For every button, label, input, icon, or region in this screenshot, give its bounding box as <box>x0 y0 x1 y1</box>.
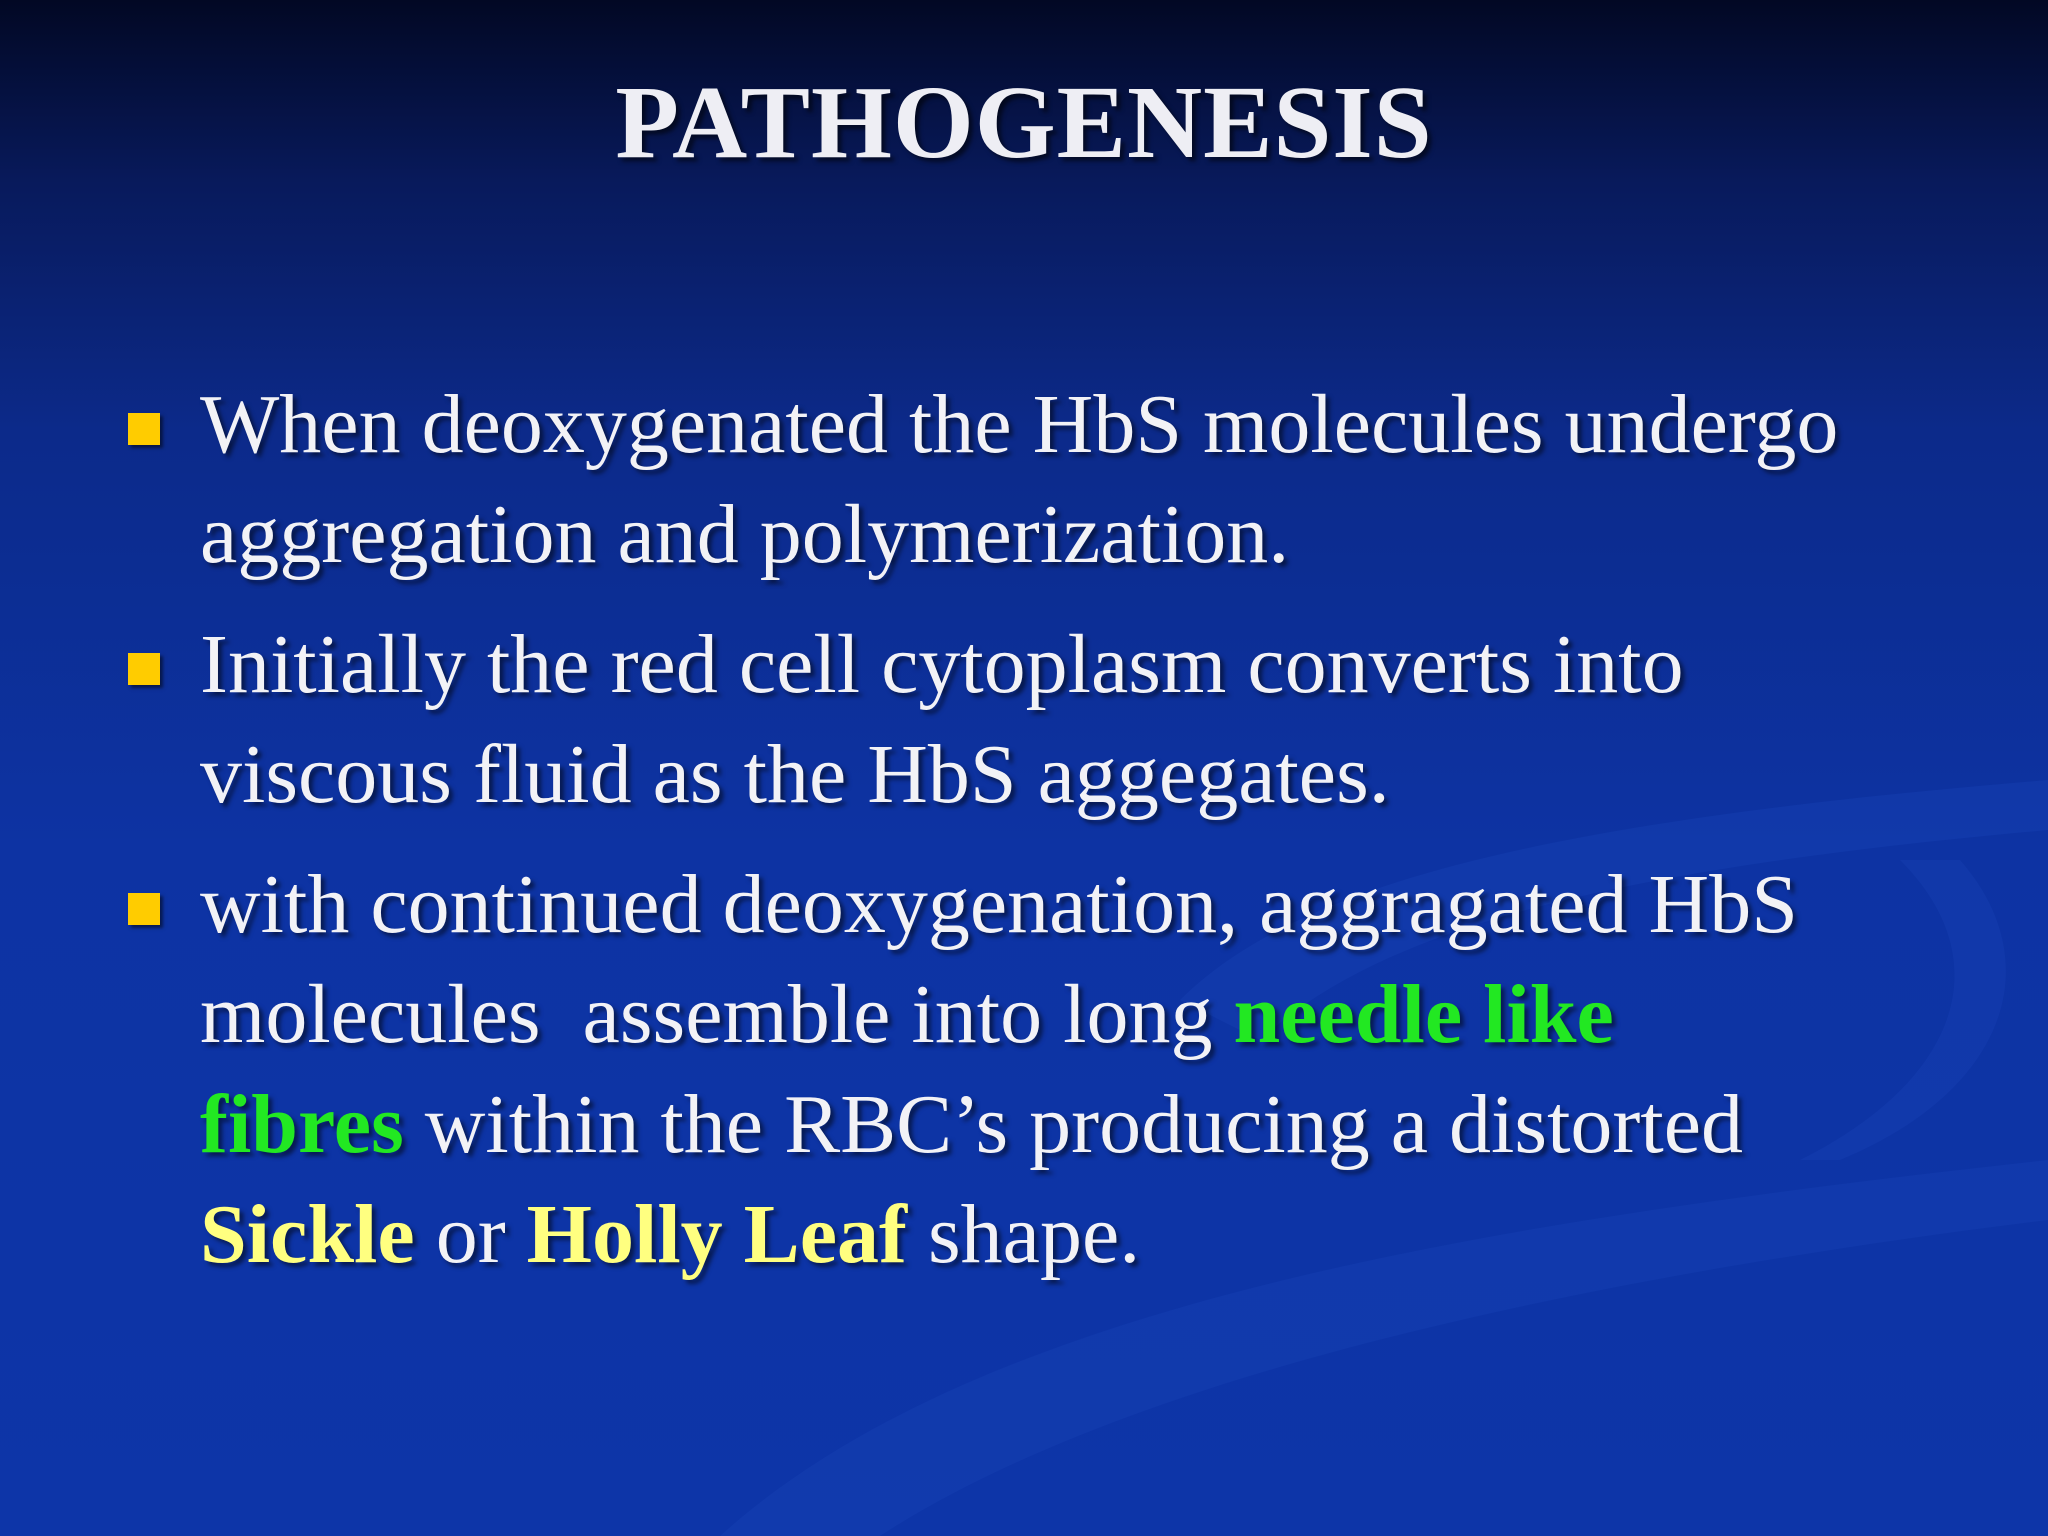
bullet-marker <box>128 893 160 925</box>
highlight-sickle: Sickle <box>200 1188 415 1281</box>
bullet-1-line-1: When deoxygenated the HbS molecules undergo <box>200 378 1839 471</box>
bullet-marker <box>128 653 160 685</box>
slide-title: PATHOGENESIS <box>615 65 1433 180</box>
bullet-marker <box>128 413 160 445</box>
bullet-3-text: shape. <box>906 1188 1141 1281</box>
highlight-fibres: fibres <box>200 1078 404 1171</box>
bullet-3-line-2 <box>200 960 1614 1070</box>
bullet-3-text: molecules assemble into long <box>200 968 1234 1061</box>
bullet-3-line-3 <box>200 1070 1743 1180</box>
highlight-holly-leaf: Holly Leaf <box>526 1188 907 1281</box>
bullet-3-line-1: with continued deoxygenation, aggragated HbS <box>200 858 1798 951</box>
bullet-2-line-2: viscous fluid as the HbS aggegates. <box>200 728 1390 821</box>
bullet-3-text: or <box>414 1188 527 1281</box>
bullet-1-line-2: aggregation and polymerization. <box>200 488 1290 581</box>
bullet-3-line-4 <box>200 1180 1140 1290</box>
bullet-2-line-1: Initially the red cell cytoplasm converts into <box>200 618 1684 711</box>
bullet-3-text: within the RBC’s producing a distorted <box>403 1078 1744 1171</box>
highlight-needle-like: needle like <box>1233 968 1614 1061</box>
